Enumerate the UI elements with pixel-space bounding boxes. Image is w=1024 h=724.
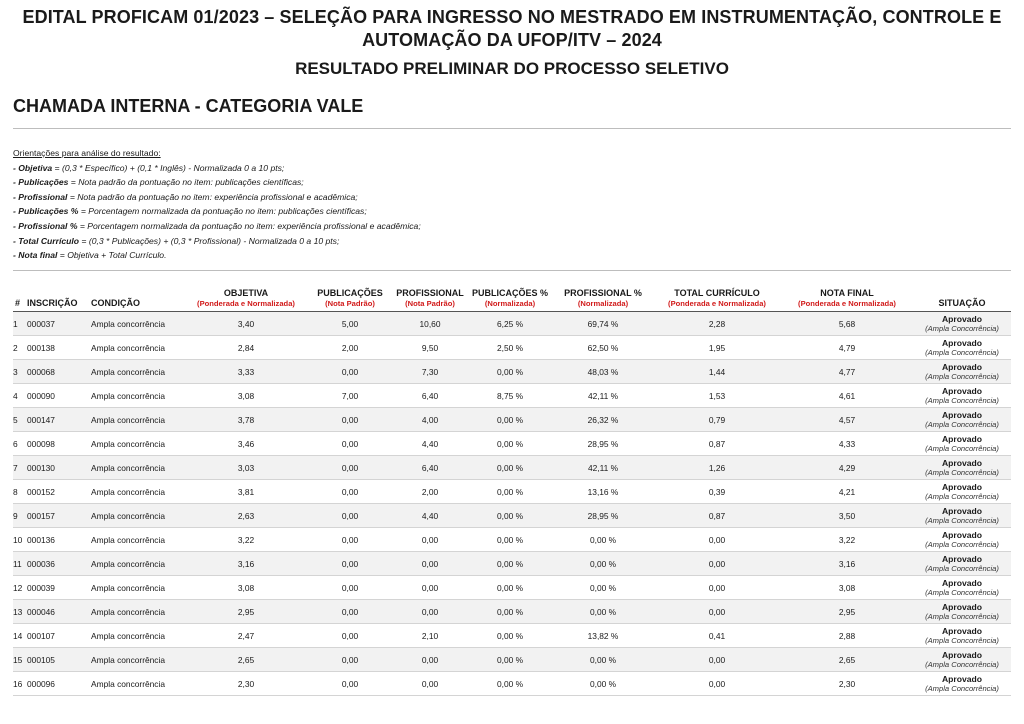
cell-total: 1,26	[653, 456, 781, 480]
note-term: - Total Currículo	[13, 235, 80, 246]
table-row	[13, 456, 1011, 480]
cell-profissional: 4,40	[393, 432, 467, 456]
notes-list	[13, 161, 421, 263]
cell-nota: 2,95	[781, 600, 913, 624]
note-text: = (0,3 * Publicações) + (0,3 * Profissional) - Normalizada 0 a 10 pts;	[79, 235, 340, 246]
cell-total: 0,00	[653, 600, 781, 624]
header-prof-pct-sub: (Normalizada)	[577, 299, 629, 308]
cell-prof-pct: 0,00 %	[553, 552, 653, 576]
cell-index: 14	[13, 624, 25, 648]
document-subtitle: RESULTADO PRELIMINAR DO PROCESSO SELETIVO	[295, 59, 729, 78]
note-item	[13, 175, 421, 190]
cell-objetiva: 2,30	[185, 672, 307, 696]
cell-situacao	[913, 360, 1011, 384]
note-item	[13, 204, 421, 219]
table-row	[13, 672, 1011, 696]
cell-inscricao: 000036	[25, 552, 89, 576]
cell-prof-pct: 62,50 %	[553, 336, 653, 360]
cell-nota: 5,68	[781, 312, 913, 336]
cell-pub-pct: 0,00 %	[467, 528, 553, 552]
cell-total: 1,44	[653, 360, 781, 384]
status-label: Aprovado	[941, 481, 983, 492]
divider-top	[13, 128, 1011, 129]
header-pub-pct-label: PUBLICAÇÕES %	[471, 288, 548, 298]
cell-condicao: Ampla concorrência	[89, 576, 185, 600]
divider-bottom	[13, 270, 1011, 271]
status-sublabel: (Ampla Concorrência)	[925, 347, 999, 357]
status-label: Aprovado	[941, 457, 983, 468]
note-text: = Porcentagem normalizada da pontuação no item: publicações científicas;	[78, 206, 367, 217]
header-profissional-sub: (Nota Padrão)	[405, 299, 455, 308]
cell-objetiva: 3,78	[185, 408, 307, 432]
cell-index: 12	[13, 576, 25, 600]
cell-situacao	[913, 624, 1011, 648]
header-prof-pct	[553, 288, 653, 312]
cell-nota: 4,33	[781, 432, 913, 456]
cell-situacao	[913, 576, 1011, 600]
status-sublabel: (Ampla Concorrência)	[925, 563, 999, 573]
cell-profissional: 10,60	[393, 312, 467, 336]
status-sublabel: (Ampla Concorrência)	[925, 491, 999, 501]
cell-nota: 2,30	[781, 672, 913, 696]
cell-prof-pct: 0,00 %	[553, 600, 653, 624]
status-label: Aprovado	[941, 385, 983, 396]
cell-situacao	[913, 480, 1011, 504]
cell-prof-pct: 48,03 %	[553, 360, 653, 384]
cell-condicao: Ampla concorrência	[89, 432, 185, 456]
header-inscricao: INSCRIÇÃO	[25, 288, 89, 312]
cell-prof-pct: 26,32 %	[553, 408, 653, 432]
cell-situacao	[913, 336, 1011, 360]
status-label: Aprovado	[941, 529, 983, 540]
cell-nota: 3,16	[781, 552, 913, 576]
status-sublabel: (Ampla Concorrência)	[925, 539, 999, 549]
cell-inscricao: 000096	[25, 672, 89, 696]
cell-situacao	[913, 504, 1011, 528]
cell-total: 0,00	[653, 528, 781, 552]
cell-objetiva: 3,81	[185, 480, 307, 504]
cell-objetiva: 3,22	[185, 528, 307, 552]
notes-title: Orientações para análise do resultado:	[13, 148, 161, 158]
note-text: = Nota padrão da pontuação no item: experiência profissional e acadêmica;	[67, 191, 358, 202]
cell-condicao: Ampla concorrência	[89, 600, 185, 624]
cell-situacao	[913, 552, 1011, 576]
cell-pub-pct: 6,25 %	[467, 312, 553, 336]
cell-inscricao: 000147	[25, 408, 89, 432]
cell-prof-pct: 28,95 %	[553, 504, 653, 528]
cell-objetiva: 2,84	[185, 336, 307, 360]
table-row	[13, 336, 1011, 360]
cell-index: 5	[13, 408, 25, 432]
cell-pub-pct: 0,00 %	[467, 360, 553, 384]
header-total	[653, 288, 781, 312]
cell-publicacoes: 0,00	[307, 456, 393, 480]
header-pub-pct	[467, 288, 553, 312]
cell-objetiva: 3,08	[185, 384, 307, 408]
table-row	[13, 312, 1011, 336]
status-sublabel: (Ampla Concorrência)	[925, 635, 999, 645]
cell-prof-pct: 0,00 %	[553, 576, 653, 600]
cell-condicao: Ampla concorrência	[89, 480, 185, 504]
cell-condicao: Ampla concorrência	[89, 456, 185, 480]
header-nota-sub: (Ponderada e Normalizada)	[798, 299, 896, 308]
cell-total: 0,79	[653, 408, 781, 432]
table-row	[13, 648, 1011, 672]
note-item	[13, 248, 421, 263]
status-sublabel: (Ampla Concorrência)	[925, 395, 999, 405]
cell-objetiva: 2,95	[185, 600, 307, 624]
status-label: Aprovado	[941, 505, 983, 516]
status-sublabel: (Ampla Concorrência)	[925, 515, 999, 525]
status-label: Aprovado	[941, 649, 983, 660]
status-sublabel: (Ampla Concorrência)	[925, 659, 999, 669]
status-sublabel: (Ampla Concorrência)	[925, 683, 999, 693]
cell-nota: 3,08	[781, 576, 913, 600]
cell-prof-pct: 28,95 %	[553, 432, 653, 456]
table-row	[13, 408, 1011, 432]
cell-situacao	[913, 384, 1011, 408]
cell-pub-pct: 0,00 %	[467, 672, 553, 696]
cell-pub-pct: 0,00 %	[467, 408, 553, 432]
cell-condicao: Ampla concorrência	[89, 624, 185, 648]
cell-publicacoes: 0,00	[307, 624, 393, 648]
cell-pub-pct: 0,00 %	[467, 504, 553, 528]
cell-pub-pct: 2,50 %	[467, 336, 553, 360]
cell-pub-pct: 8,75 %	[467, 384, 553, 408]
cell-prof-pct: 13,82 %	[553, 624, 653, 648]
cell-total: 0,00	[653, 648, 781, 672]
cell-objetiva: 3,40	[185, 312, 307, 336]
cell-publicacoes: 0,00	[307, 360, 393, 384]
cell-publicacoes: 0,00	[307, 408, 393, 432]
cell-inscricao: 000105	[25, 648, 89, 672]
cell-inscricao: 000152	[25, 480, 89, 504]
cell-condicao: Ampla concorrência	[89, 504, 185, 528]
table-row	[13, 528, 1011, 552]
header-profissional	[393, 288, 467, 312]
cell-index: 1	[13, 312, 25, 336]
cell-nota: 2,65	[781, 648, 913, 672]
cell-pub-pct: 0,00 %	[467, 456, 553, 480]
note-term: - Objetiva	[13, 162, 53, 173]
cell-profissional: 0,00	[393, 528, 467, 552]
cell-objetiva: 2,47	[185, 624, 307, 648]
cell-index: 8	[13, 480, 25, 504]
cell-index: 10	[13, 528, 25, 552]
cell-publicacoes: 0,00	[307, 528, 393, 552]
title-line-1: EDITAL PROFICAM 01/2023 – SELEÇÃO PARA INGRESSO NO MESTRADO EM INSTRUMENTAÇÃO, CONTROLE E	[22, 7, 1002, 27]
note-text: = (0,3 * Específico) + (0,1 * Inglês) - Normalizada 0 a 10 pts;	[52, 162, 285, 173]
table-header-row	[13, 288, 1011, 312]
cell-index: 9	[13, 504, 25, 528]
cell-total: 1,95	[653, 336, 781, 360]
cell-index: 3	[13, 360, 25, 384]
cell-situacao	[913, 432, 1011, 456]
cell-situacao	[913, 672, 1011, 696]
table-row	[13, 384, 1011, 408]
cell-nota: 3,50	[781, 504, 913, 528]
cell-profissional: 6,40	[393, 384, 467, 408]
cell-pub-pct: 0,00 %	[467, 600, 553, 624]
cell-prof-pct: 0,00 %	[553, 528, 653, 552]
cell-nota: 4,21	[781, 480, 913, 504]
section-heading: CHAMADA INTERNA - CATEGORIA VALE	[13, 96, 364, 116]
status-label: Aprovado	[941, 577, 983, 588]
cell-profissional: 7,30	[393, 360, 467, 384]
cell-pub-pct: 0,00 %	[467, 648, 553, 672]
note-term: - Publicações %	[13, 206, 79, 217]
header-objetiva	[185, 288, 307, 312]
cell-publicacoes: 0,00	[307, 648, 393, 672]
cell-publicacoes: 0,00	[307, 576, 393, 600]
cell-prof-pct: 42,11 %	[553, 456, 653, 480]
cell-index: 11	[13, 552, 25, 576]
title-line-2: AUTOMAÇÃO DA UFOP/ITV – 2024	[362, 30, 662, 50]
status-sublabel: (Ampla Concorrência)	[925, 587, 999, 597]
cell-prof-pct: 0,00 %	[553, 672, 653, 696]
cell-publicacoes: 0,00	[307, 552, 393, 576]
status-sublabel: (Ampla Concorrência)	[925, 371, 999, 381]
status-label: Aprovado	[941, 553, 983, 564]
status-label: Aprovado	[941, 625, 983, 636]
cell-pub-pct: 0,00 %	[467, 552, 553, 576]
cell-inscricao: 000130	[25, 456, 89, 480]
cell-publicacoes: 7,00	[307, 384, 393, 408]
status-label: Aprovado	[941, 361, 983, 372]
cell-profissional: 9,50	[393, 336, 467, 360]
cell-profissional: 0,00	[393, 576, 467, 600]
cell-inscricao: 000068	[25, 360, 89, 384]
header-publicacoes-sub: (Nota Padrão)	[325, 299, 375, 308]
cell-index: 13	[13, 600, 25, 624]
cell-total: 0,00	[653, 672, 781, 696]
notes-block	[13, 146, 421, 263]
header-publicacoes	[307, 288, 393, 312]
cell-condicao: Ampla concorrência	[89, 648, 185, 672]
table-body	[13, 312, 1011, 696]
cell-inscricao: 000090	[25, 384, 89, 408]
cell-pub-pct: 0,00 %	[467, 624, 553, 648]
note-term: - Nota final	[13, 250, 58, 261]
cell-condicao: Ampla concorrência	[89, 360, 185, 384]
cell-profissional: 2,00	[393, 480, 467, 504]
status-label: Aprovado	[941, 433, 983, 444]
cell-total: 0,39	[653, 480, 781, 504]
cell-situacao	[913, 408, 1011, 432]
header-condicao: CONDIÇÃO	[89, 288, 185, 312]
cell-profissional: 2,10	[393, 624, 467, 648]
note-term: - Publicações	[13, 177, 69, 188]
header-num: #	[13, 288, 25, 312]
header-situacao: SITUAÇÃO	[913, 288, 1011, 312]
header-nota	[781, 288, 913, 312]
header-total-sub: (Ponderada e Normalizada)	[668, 299, 766, 308]
status-label: Aprovado	[941, 409, 983, 420]
status-sublabel: (Ampla Concorrência)	[925, 419, 999, 429]
status-label: Aprovado	[941, 337, 983, 348]
table-row	[13, 432, 1011, 456]
cell-inscricao: 000136	[25, 528, 89, 552]
cell-index: 2	[13, 336, 25, 360]
cell-objetiva: 2,65	[185, 648, 307, 672]
cell-profissional: 4,00	[393, 408, 467, 432]
cell-total: 0,87	[653, 504, 781, 528]
status-label: Aprovado	[941, 313, 983, 324]
cell-index: 7	[13, 456, 25, 480]
cell-situacao	[913, 312, 1011, 336]
cell-situacao	[913, 600, 1011, 624]
cell-publicacoes: 0,00	[307, 480, 393, 504]
cell-condicao: Ampla concorrência	[89, 672, 185, 696]
cell-nota: 4,77	[781, 360, 913, 384]
cell-nota: 2,88	[781, 624, 913, 648]
cell-condicao: Ampla concorrência	[89, 312, 185, 336]
cell-inscricao: 000107	[25, 624, 89, 648]
status-sublabel: (Ampla Concorrência)	[925, 611, 999, 621]
cell-pub-pct: 0,00 %	[467, 480, 553, 504]
cell-publicacoes: 5,00	[307, 312, 393, 336]
cell-inscricao: 000037	[25, 312, 89, 336]
cell-profissional: 0,00	[393, 552, 467, 576]
note-text: = Nota padrão da pontuação no item: publicações científicas;	[68, 177, 304, 188]
cell-prof-pct: 0,00 %	[553, 648, 653, 672]
table-row	[13, 576, 1011, 600]
cell-pub-pct: 0,00 %	[467, 576, 553, 600]
header-publicacoes-label: PUBLICAÇÕES	[317, 288, 383, 298]
cell-index: 15	[13, 648, 25, 672]
cell-objetiva: 3,33	[185, 360, 307, 384]
table-row	[13, 480, 1011, 504]
cell-index: 6	[13, 432, 25, 456]
cell-condicao: Ampla concorrência	[89, 552, 185, 576]
cell-nota: 4,57	[781, 408, 913, 432]
note-item	[13, 219, 421, 234]
cell-profissional: 6,40	[393, 456, 467, 480]
table-row	[13, 624, 1011, 648]
cell-nota: 3,22	[781, 528, 913, 552]
cell-condicao: Ampla concorrência	[89, 408, 185, 432]
status-label: Aprovado	[941, 673, 983, 684]
cell-publicacoes: 0,00	[307, 504, 393, 528]
cell-inscricao: 000157	[25, 504, 89, 528]
cell-situacao	[913, 528, 1011, 552]
cell-inscricao: 000098	[25, 432, 89, 456]
cell-prof-pct: 13,16 %	[553, 480, 653, 504]
note-item	[13, 161, 421, 176]
cell-inscricao: 000138	[25, 336, 89, 360]
cell-index: 16	[13, 672, 25, 696]
cell-profissional: 4,40	[393, 504, 467, 528]
cell-pub-pct: 0,00 %	[467, 432, 553, 456]
header-prof-pct-label: PROFISSIONAL %	[564, 288, 642, 298]
cell-inscricao: 000039	[25, 576, 89, 600]
cell-total: 0,00	[653, 576, 781, 600]
table-row	[13, 360, 1011, 384]
note-term: - Profissional	[13, 191, 68, 202]
header-objetiva-sub: (Ponderada e Normalizada)	[197, 299, 295, 308]
cell-total: 0,41	[653, 624, 781, 648]
note-text: = Porcentagem normalizada da pontuação no item: experiência profissional e acadêmica;	[77, 220, 421, 231]
cell-objetiva: 3,46	[185, 432, 307, 456]
cell-prof-pct: 69,74 %	[553, 312, 653, 336]
cell-total: 0,00	[653, 552, 781, 576]
cell-publicacoes: 0,00	[307, 600, 393, 624]
header-objetiva-label: OBJETIVA	[223, 288, 269, 298]
cell-objetiva: 3,16	[185, 552, 307, 576]
cell-publicacoes: 0,00	[307, 672, 393, 696]
status-sublabel: (Ampla Concorrência)	[925, 323, 999, 333]
document-title	[0, 6, 1024, 52]
status-label: Aprovado	[941, 601, 983, 612]
header-pub-pct-sub: (Normalizada)	[484, 299, 536, 308]
note-item	[13, 234, 421, 249]
cell-situacao	[913, 456, 1011, 480]
cell-objetiva: 2,63	[185, 504, 307, 528]
cell-profissional: 0,00	[393, 648, 467, 672]
cell-profissional: 0,00	[393, 672, 467, 696]
table-row	[13, 504, 1011, 528]
cell-nota: 4,61	[781, 384, 913, 408]
header-total-label: TOTAL CURRÍCULO	[674, 288, 760, 298]
status-sublabel: (Ampla Concorrência)	[925, 467, 999, 477]
note-item	[13, 190, 421, 205]
note-text: = Objetiva + Total Currículo.	[57, 250, 167, 261]
cell-total: 2,28	[653, 312, 781, 336]
cell-condicao: Ampla concorrência	[89, 384, 185, 408]
cell-objetiva: 3,03	[185, 456, 307, 480]
cell-publicacoes: 2,00	[307, 336, 393, 360]
cell-condicao: Ampla concorrência	[89, 336, 185, 360]
table-row	[13, 600, 1011, 624]
cell-publicacoes: 0,00	[307, 432, 393, 456]
status-sublabel: (Ampla Concorrência)	[925, 443, 999, 453]
cell-index: 4	[13, 384, 25, 408]
header-profissional-label: PROFISSIONAL	[396, 288, 464, 298]
table-row	[13, 552, 1011, 576]
cell-inscricao: 000046	[25, 600, 89, 624]
cell-total: 0,87	[653, 432, 781, 456]
cell-profissional: 0,00	[393, 600, 467, 624]
header-nota-label: NOTA FINAL	[820, 288, 874, 298]
cell-prof-pct: 42,11 %	[553, 384, 653, 408]
cell-condicao: Ampla concorrência	[89, 528, 185, 552]
results-table	[13, 288, 1011, 696]
cell-objetiva: 3,08	[185, 576, 307, 600]
cell-total: 1,53	[653, 384, 781, 408]
cell-situacao	[913, 648, 1011, 672]
cell-nota: 4,79	[781, 336, 913, 360]
cell-nota: 4,29	[781, 456, 913, 480]
note-term: - Profissional %	[13, 220, 78, 231]
